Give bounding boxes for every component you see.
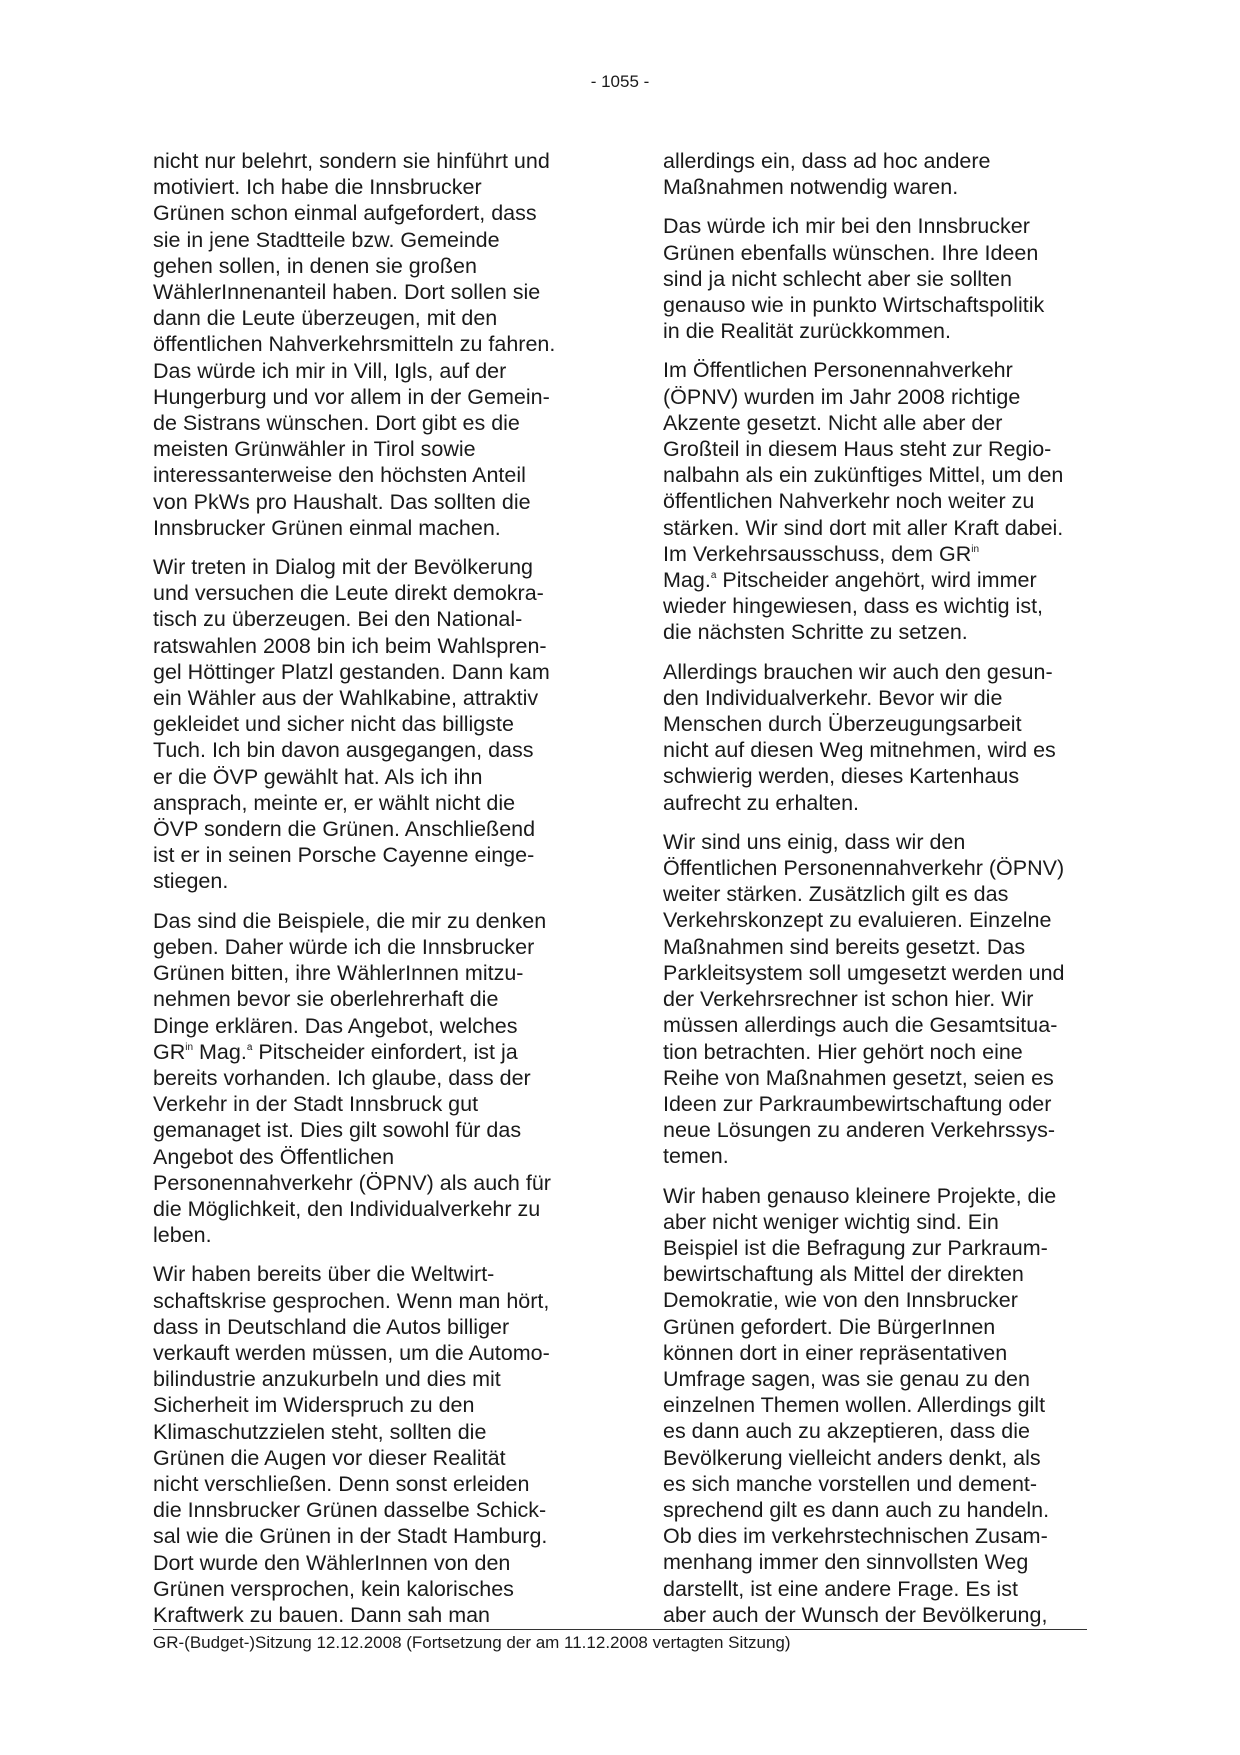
text-line: Dinge erklären. Das Angebot, welches [153,1013,518,1038]
superscript: a [710,570,717,582]
right-paragraph [663,148,1118,200]
text-line: aber nicht weniger wichtig sind. Ein [663,1209,999,1234]
text-line: Öffentlichen Personennahverkehr (ÖPNV) [663,856,1065,881]
text-line: Ob dies im verkehrstechnischen Zusam- [663,1524,1048,1549]
text-line: Allerdings brauchen wir auch den gesun- [663,659,1053,684]
text-line: sprechend gilt es dann auch zu handeln. [663,1497,1050,1522]
text-line: $GR^{in}$ Mag.$^a$ Pitscheider einfordert, ist ja [153,1039,518,1064]
text-line: Dort wurde den WählerInnen von den [153,1550,511,1575]
text-line: die Innsbrucker Grünen dasselbe Schick- [153,1498,547,1523]
text-line: öffentlichen Nahverkehr noch weiter zu [663,489,1035,514]
text-line: Wir treten in Dialog mit der Bevölkerung [153,555,533,580]
text-line: meisten Grünwähler in Tirol sowie [153,437,476,462]
text-line: gehen sollen, in denen sie großen [153,253,477,278]
text-line: in die Realität zurückkommen. [663,319,951,344]
text-line: nicht nur belehrt, sondern sie hinführt und [153,149,550,173]
text-line: Akzente gesetzt. Nicht alle aber der [663,410,1003,435]
text-line: nicht auf diesen Weg mitnehmen, wird es [663,738,1056,763]
text-line: neue Lösungen zu anderen Verkehrssys- [663,1118,1056,1143]
text-line: Beispiel ist die Befragung zur Parkraum- [663,1235,1048,1260]
text-line: Umfrage sagen, was sie genau zu den [663,1366,1030,1391]
text-line: Wir sind uns einig, dass wir den [663,829,966,854]
text-line: temen. [663,1144,729,1169]
text-line: Personennahverkehr (ÖPNV) als auch für [153,1170,551,1195]
text-line: Sicherheit im Widerspruch zu den [153,1393,475,1418]
text-line: Verkehr in der Stadt Innsbruck gut [153,1092,479,1117]
text-line: Wir haben bereits über die Weltwirt- [153,1262,495,1287]
text-line: die nächsten Schritte zu setzen. [663,620,968,645]
text-line: nalbahn als ein zukünftiges Mittel, um den [663,463,1064,488]
text-line: stärken. Wir sind dort mit aller Kraft dabei. [663,515,1064,540]
right-paragraph [663,213,1118,344]
text-line: Klimaschutzzielen steht, sollten die [153,1419,487,1444]
text-line: und versuchen die Leute direkt demokra- [153,581,544,606]
superscript: in [971,543,980,555]
text-line: sie in jene Stadtteile bzw. Gemeinde [153,227,500,252]
text-line: Ideen zur Parkraumbewirtschaftung oder [663,1091,1052,1116]
text-line: Maßnahmen sind bereits gesetzt. Das [663,934,1026,959]
text-line: sind ja nicht schlecht aber sie sollten [663,266,1012,291]
text-line: gemanaget ist. Dies gilt sowohl für das [153,1118,522,1143]
text-line: WählerInnenanteil haben. Dort sollen sie [153,280,541,305]
right-paragraph [663,357,1118,645]
right-paragraph [663,659,1118,816]
text-line: Das würde ich mir bei den Innsbrucker [663,214,1030,239]
footer-divider [153,1629,1087,1630]
text-line: weiter stärken. Zusätzlich gilt es das [663,882,1009,907]
text-line: Grünen versprochen, kein kalorisches [153,1576,514,1601]
text-line: Menschen durch Überzeugungsarbeit [663,712,1022,737]
text-line: Wir haben genauso kleinere Projekte, die [663,1183,1057,1208]
text-line: (ÖPNV) wurden im Jahr 2008 richtige [663,384,1021,409]
text-line: Maßnahmen notwendig waren. [663,175,959,200]
text-line: ist er in seinen Porsche Cayenne einge- [153,843,535,868]
text-line: aber auch der Wunsch der Bevölkerung, [663,1602,1048,1627]
text-line: es sich manche vorstellen und dement- [663,1471,1038,1496]
text-line: von PkWs pro Haushalt. Das sollten die [153,489,531,514]
text-line: bilindustrie anzukurbeln und dies mit [153,1367,501,1392]
text-line: Grünen schon einmal aufgefordert, dass [153,201,537,226]
text-line: nicht verschließen. Denn sonst erleiden [153,1471,530,1496]
text-line: Kraftwerk zu bauen. Dann sah man [153,1602,491,1627]
text-line: Großteil in diesem Haus steht zur Regio- [663,437,1052,462]
text-line: motiviert. Ich habe die Innsbrucker [153,175,482,200]
text-line: verkauft werden müssen, um die Automo- [153,1340,550,1365]
text-line: der Verkehrsrechner ist schon hier. Wir [663,987,1034,1012]
text-line: sal wie die Grünen in der Stadt Hamburg. [153,1524,548,1549]
text-line: gekleidet und sicher nicht das billigste [153,712,514,737]
text-line: darstellt, ist eine andere Frage. Es ist [663,1576,1018,1601]
superscript: a [246,1041,253,1053]
text-line: können dort in einer repräsentativen [663,1340,1008,1365]
text-line: ein Wähler aus der Wahlkabine, attraktiv [153,686,539,711]
left-column [153,148,608,1641]
text-line: Im Verkehrsausschuss, dem $GR^{in}$ [663,541,980,566]
text-line: Angebot des Öffentlichen [153,1144,395,1169]
text-line: Hungerburg und vor allem in der Gemein- [153,384,550,409]
text-line: menhang immer den sinnvollsten Weg [663,1550,1029,1575]
text-line: leben. [153,1223,212,1248]
superscript: in [185,1041,194,1053]
text-line: Das sind die Beispiele, die mir zu denken [153,908,547,933]
text-line: Grünen bitten, ihre WählerInnen mitzu- [153,961,524,986]
text-line: bereits vorhanden. Ich glaube, dass der [153,1065,531,1090]
text-line: Parkleitsystem soll umgesetzt werden und [663,960,1065,985]
text-line: Grünen die Augen vor dieser Realität [153,1445,506,1470]
text-line: tisch zu überzeugen. Bei den National- [153,607,523,632]
text-line: den Individualverkehr. Bevor wir die [663,685,1003,710]
text-line: Grünen ebenfalls wünschen. Ihre Ideen [663,240,1039,265]
text-line: tion betrachten. Hier gehört noch eine [663,1039,1023,1064]
text-line: Mag.$^a$ Pitscheider angehört, wird immer [663,568,1037,593]
right-paragraph [663,829,1118,1170]
text-line: öffentlichen Nahverkehrsmitteln zu fahren. [153,332,556,357]
text-line: Verkehrskonzept zu evaluieren. Einzelne [663,908,1052,933]
text-line: Bevölkerung vielleicht anders denkt, als [663,1445,1041,1470]
text-line: Innsbrucker Grünen einmal machen. [153,515,501,540]
text-line: die Möglichkeit, den Individualverkehr zu [153,1196,541,1221]
text-line: genauso wie in punkto Wirtschaftspolitik [663,293,1045,318]
footer-session-info: GR-(Budget-)Sitzung 12.12.2008 (Fortsetzung der am 11.12.2008 vertagten Sitzung) [153,1633,791,1652]
text-line: allerdings ein, dass ad hoc andere [663,149,991,173]
left-paragraph [153,148,608,541]
text-line: bewirtschaftung als Mittel der direkten [663,1262,1024,1287]
text-line: dass in Deutschland die Autos billiger [153,1314,510,1339]
text-line: ansprach, meinte er, er wählt nicht die [153,790,516,815]
left-paragraph [153,908,608,1249]
text-line: Demokratie, wie von den Innsbrucker [663,1288,1018,1313]
page-number: - 1055 - [590,72,650,91]
text-line: gel Höttinger Platzl gestanden. Dann kam [153,659,550,684]
text-line: stiegen. [153,869,229,894]
text-line: schaftskrise gesprochen. Wenn man hört, [153,1288,550,1313]
text-line: es dann auch zu akzeptieren, dass die [663,1419,1030,1444]
text-line: dann die Leute überzeugen, mit den [153,306,498,331]
text-line: aufrecht zu erhalten. [663,790,860,815]
text-line: einzelnen Themen wollen. Allerdings gilt [663,1393,1046,1418]
text-line: Reihe von Maßnahmen gesetzt, seien es [663,1065,1054,1090]
text-line: er die ÖVP gewählt hat. Als ich ihn [153,764,483,789]
left-paragraph [153,554,608,895]
text-line: Im Öffentlichen Personennahverkehr [663,358,1013,383]
text-line: wieder hingewiesen, dass es wichtig ist, [663,594,1044,619]
text-line: ÖVP sondern die Grünen. Anschließend [153,817,536,842]
text-line: geben. Daher würde ich die Innsbrucker [153,934,535,959]
text-line: Das würde ich mir in Vill, Igls, auf der [153,358,507,383]
text-line: nehmen bevor sie oberlehrerhaft die [153,987,499,1012]
text-line: schwierig werden, dieses Kartenhaus [663,764,1020,789]
right-paragraph [663,1183,1118,1628]
left-paragraph [153,1261,608,1628]
text-line: ratswahlen 2008 bin ich beim Wahlspren- [153,633,547,658]
text-line: Grünen gefordert. Die BürgerInnen [663,1314,996,1339]
text-line: interessanterweise den höchsten Anteil [153,463,526,488]
text-line: Tuch. Ich bin davon ausgegangen, dass [153,738,534,763]
right-column [663,148,1118,1641]
text-line: de Sistrans wünschen. Dort gibt es die [153,411,520,436]
text-line: müssen allerdings auch die Gesamtsitua- [663,1013,1058,1038]
